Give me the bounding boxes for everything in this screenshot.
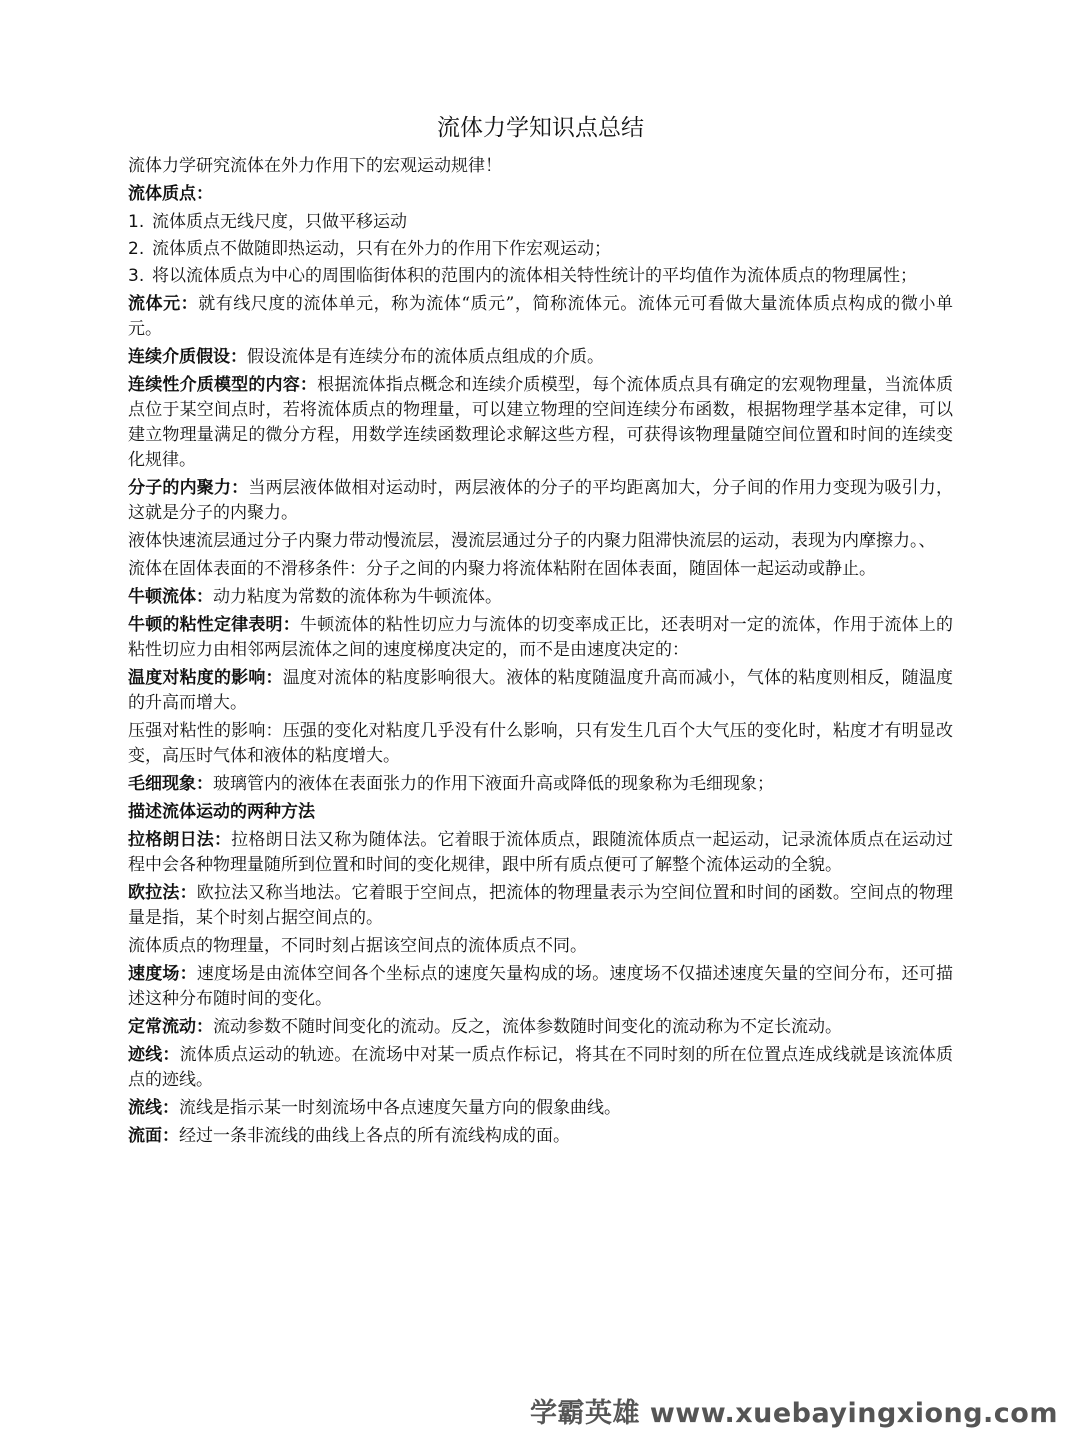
definition-paragraph bbox=[128, 828, 953, 878]
list-text: 流体质点无线尺度，只做平移运动 bbox=[152, 212, 407, 232]
definition-term: 流面： bbox=[128, 1126, 179, 1146]
definition-paragraph bbox=[128, 772, 953, 797]
intro-paragraph: 流体力学研究流体在外力作用下的宏观运动规律！ bbox=[128, 156, 502, 176]
definition-paragraph bbox=[128, 345, 953, 370]
definition-paragraph bbox=[128, 292, 953, 342]
definition-paragraph bbox=[128, 1043, 953, 1093]
definition-term: 分子的内聚力： bbox=[128, 478, 249, 498]
definition-text: 假设流体是有连续分布的流体质点组成的介质。 bbox=[247, 347, 604, 367]
methods-heading: 描述流体运动的两种方法 bbox=[128, 802, 315, 822]
definition-term: 牛顿流体： bbox=[128, 587, 213, 607]
definition-term: 流体元： bbox=[128, 294, 199, 314]
list-text: 流体质点不做随即热运动，只有在外力的作用下作宏观运动； bbox=[152, 239, 611, 259]
definition-term: 温度对粘度的影响： bbox=[128, 668, 283, 688]
page-title: 流体力学知识点总结 bbox=[437, 115, 644, 141]
definition-term: 连续性介质模型的内容： bbox=[128, 375, 318, 395]
definition-text: 欧拉法又称当地法。它着眼于空间点，把流体的物理量表示为空间位置和时间的函数。空间点的物理量是指，某个时刻占据空间点的。 bbox=[128, 883, 954, 928]
list-number: 2. bbox=[128, 239, 145, 259]
definition-text: 动力粘度为常数的流体称为牛顿流体。 bbox=[213, 587, 502, 607]
body-text: 流体在固体表面的不滑移条件：分子之间的内聚力将流体粘附在固体表面，随固体一起运动或静止。 bbox=[128, 559, 876, 579]
definition-term: 牛顿的粘性定律表明： bbox=[128, 615, 300, 635]
document-page bbox=[128, 110, 953, 1152]
list-item bbox=[128, 210, 953, 235]
body-paragraph bbox=[128, 934, 953, 959]
body-paragraph bbox=[128, 719, 953, 769]
definition-paragraph bbox=[128, 1124, 953, 1149]
definition-term: 流线： bbox=[128, 1098, 179, 1118]
definition-text: 速度场是由流体空间各个坐标点的速度矢量构成的场。速度场不仅描述速度矢量的空间分布，还可描述这种分布随时间的变化。 bbox=[128, 964, 954, 1009]
definition-paragraph bbox=[128, 881, 953, 931]
definition-text: 经过一条非流线的曲线上各点的所有流线构成的面。 bbox=[179, 1126, 570, 1146]
definition-term: 迹线： bbox=[128, 1045, 180, 1065]
body-text: 液体快速流层通过分子内聚力带动慢流层，漫流层通过分子的内聚力阻滞快流层的运动，表现为内摩擦力。、 bbox=[128, 531, 936, 551]
definition-term: 欧拉法： bbox=[128, 883, 197, 903]
body-paragraph bbox=[128, 529, 953, 554]
definition-term: 速度场： bbox=[128, 964, 197, 984]
definition-text: 流体质点运动的轨迹。在流场中对某一质点作标记，将其在不同时刻的所在位置点连成线就是该流体质点的迹线。 bbox=[128, 1045, 954, 1090]
definition-paragraph bbox=[128, 585, 953, 610]
definition-text: 拉格朗日法又称为随体法。它着眼于流体质点，跟随流体质点一起运动，记录流体质点在运动过程中会各种物理量随所到位置和时间的变化规律，跟中所有质点便可了解整个流体运动的全貌。 bbox=[128, 830, 954, 875]
list-item bbox=[128, 237, 953, 262]
definition-term: 拉格朗日法： bbox=[128, 830, 232, 850]
list-number: 1. bbox=[128, 212, 145, 232]
definition-paragraph bbox=[128, 613, 953, 663]
particle-list bbox=[128, 210, 953, 289]
definition-text: 牛顿流体的粘性切应力与流体的切变率成正比，还表明对一定的流体，作用于流体上的粘性切应力由相邻两层流体之间的速度梯度决定的，而不是由速度决定的： bbox=[128, 615, 954, 660]
list-number: 3. bbox=[128, 266, 145, 286]
definition-text: 流动参数不随时间变化的流动。反之，流体参数随时间变化的流动称为不定长流动。 bbox=[213, 1017, 842, 1037]
definition-paragraph bbox=[128, 962, 953, 1012]
definition-text: 根据流体指点概念和连续介质模型，每个流体质点具有确定的宏观物理量，当流体质点位于某空间点时，若将流体质点的物理量，可以建立物理的空间连续分布函数，根据物理学基本定律，可以建立物理量满足的微分方程，用数学连续函数理论求解这些方程，可获得该物理量随空间位置和时间的连续变化规律。 bbox=[128, 375, 954, 470]
definition-text: 当两层液体做相对运动时，两层液体的分子的平均距离加大，分子间的作用力变现为吸引力，这就是分子的内聚力。 bbox=[128, 478, 954, 523]
definition-paragraph bbox=[128, 476, 953, 526]
definition-term: 连续介质假设： bbox=[128, 347, 247, 367]
definition-text: 玻璃管内的液体在表面张力的作用下液面升高或降低的现象称为毛细现象； bbox=[213, 774, 774, 794]
definition-term: 毛细现象： bbox=[128, 774, 213, 794]
definition-text: 温度对流体的粘度影响很大。液体的粘度随温度升高而减小，气体的粘度则相反，随温度的升高而增大。 bbox=[128, 668, 954, 713]
definition-term: 定常流动： bbox=[128, 1017, 213, 1037]
definition-paragraph bbox=[128, 1096, 953, 1121]
site-watermark: 学霸英雄 www.xuebayingxiong.com bbox=[529, 1398, 1058, 1429]
list-item bbox=[128, 264, 953, 289]
definition-paragraph bbox=[128, 666, 953, 716]
body-paragraph bbox=[128, 557, 953, 582]
body-text: 流体质点的物理量，不同时刻占据该空间点的流体质点不同。 bbox=[128, 936, 587, 956]
body-text: 压强对粘性的影响：压强的变化对粘度几乎没有什么影响，只有发生几百个大气压的变化时，粘度才有明显改变，高压时气体和液体的粘度增大。 bbox=[128, 721, 953, 766]
definition-text: 流线是指示某一时刻流场中各点速度矢量方向的假象曲线。 bbox=[179, 1098, 621, 1118]
list-text: 将以流体质点为中心的周围临街体积的范围内的流体相关特性统计的平均值作为流体质点的物理属性； bbox=[152, 266, 917, 286]
definition-text: 就有线尺度的流体单元，称为流体“质元”，简称流体元。流体元可看做大量流体质点构成的微小单元。 bbox=[128, 294, 953, 339]
particle-heading: 流体质点： bbox=[128, 184, 213, 204]
definition-paragraph bbox=[128, 1015, 953, 1040]
definition-paragraph bbox=[128, 373, 953, 473]
